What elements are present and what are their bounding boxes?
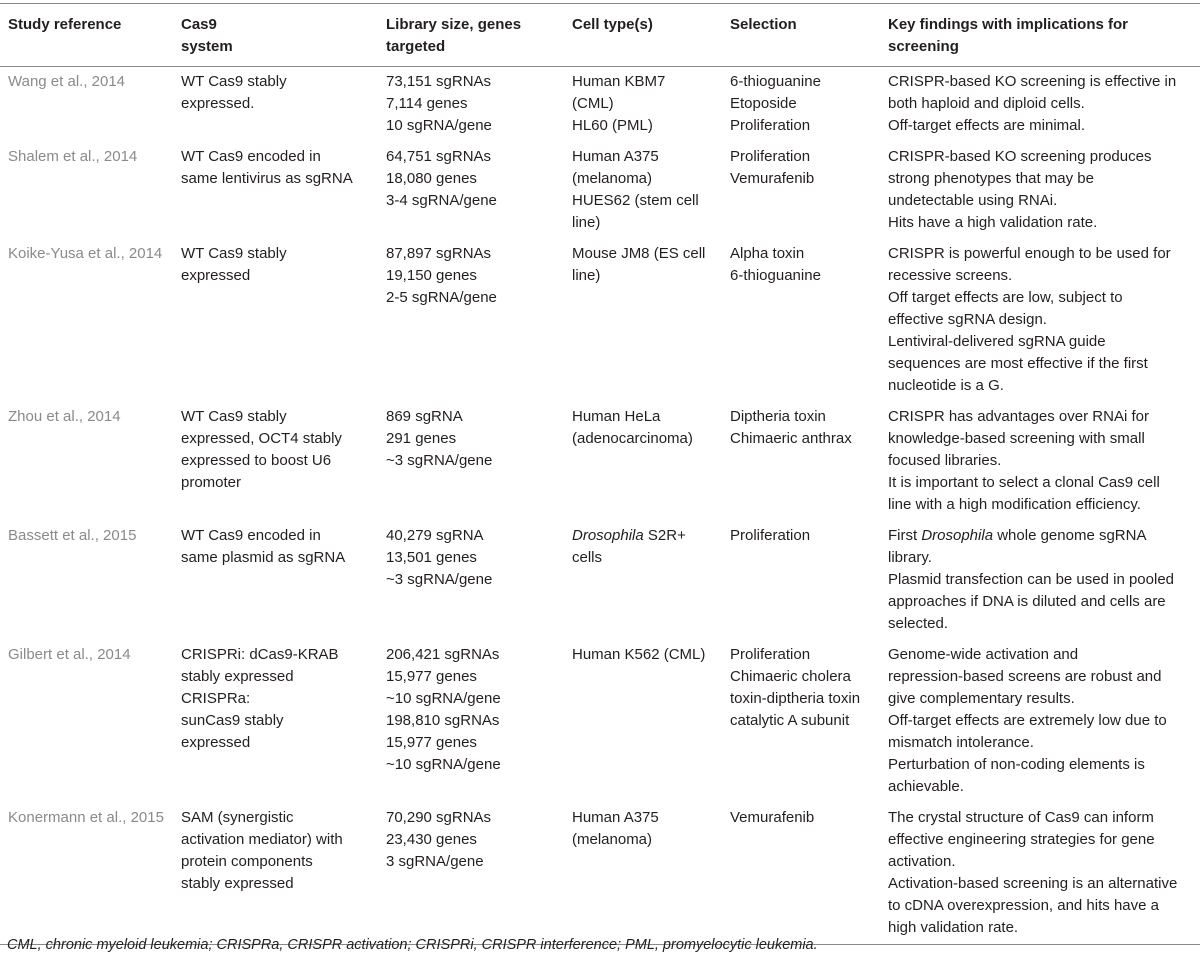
header-selection: Selection — [730, 16, 797, 33]
cell-types: Human K562 (CML) — [572, 646, 706, 663]
study-reference: Konermann et al., 2015 — [8, 809, 164, 826]
cas9-system: WT Cas9 stably expressed — [181, 245, 287, 284]
table-row — [0, 67, 1200, 143]
header-key-findings: Key findings with implications for screening — [888, 16, 1129, 55]
study-reference: Zhou et al., 2014 — [8, 408, 121, 425]
cell-types: Human KBM7 (CML) HL60 (PML) — [572, 73, 666, 134]
library-size: 64,751 sgRNAs 18,080 genes 3-4 sgRNA/gene — [386, 148, 497, 209]
library-size: 70,290 sgRNAs 23,430 genes 3 sgRNA/gene — [386, 809, 492, 870]
study-reference: Bassett et al., 2015 — [8, 527, 137, 544]
header-cell-types: Cell type(s) — [572, 16, 653, 33]
library-size: 206,421 sgRNAs 15,977 genes ~10 sgRNA/gene 198,810 sgRNAs 15,977 genes ~10 sgRNA/gene — [386, 646, 501, 773]
table-row — [0, 239, 1200, 402]
cell-types: Human HeLa (adenocarcinoma) — [572, 408, 693, 447]
cell-types: Drosophila S2R+ cells — [572, 527, 686, 566]
library-size: 869 sgRNA 291 genes ~3 sgRNA/gene — [386, 408, 493, 469]
cell-types: Human A375 (melanoma) — [572, 809, 659, 848]
key-findings: The crystal structure of Cas9 can inform effective engineering strategies for gene activation. Activation-based screening is an alternative to cDNA overexpression, and hits have a high validation rate. — [888, 809, 1178, 936]
table-row — [0, 142, 1200, 239]
table-row — [0, 402, 1200, 521]
study-reference: Gilbert et al., 2014 — [8, 646, 131, 663]
selection: Alpha toxin 6-thioguanine — [730, 245, 821, 284]
study-reference: Wang et al., 2014 — [8, 73, 126, 90]
study-reference: Shalem et al., 2014 — [8, 148, 138, 165]
study-table — [0, 3, 1200, 945]
library-size: 87,897 sgRNAs 19,150 genes 2-5 sgRNA/gene — [386, 245, 497, 306]
key-findings: CRISPR has advantages over RNAi for knowledge-based screening with small focused libraries. It is important to select a clonal Cas9 cell line with a high modification efficiency. — [888, 408, 1160, 513]
header-study-reference: Study reference — [8, 16, 122, 33]
key-findings: Genome-wide activation and repression-based screens are robust and give complementary results. Off-target effects are extremely low due to mismatch intolerance. Perturbation of non-coding elements is achievable. — [888, 646, 1167, 795]
table-row — [0, 521, 1200, 640]
key-findings: First Drosophila whole genome sgRNA library. Plasmid transfection can be used in pooled approaches if DNA is diluted and cells are selected. — [888, 527, 1175, 632]
table-footnote: CML, chronic myeloid leukemia; CRISPRa, CRISPR activation; CRISPRi, CRISPR interference; PML, promyelocytic leukemia. — [7, 937, 818, 953]
species-name: Drosophila — [921, 527, 994, 544]
species-name: Drosophila — [572, 527, 644, 544]
table-row — [0, 640, 1200, 803]
header-row — [0, 4, 1200, 67]
cas9-system: WT Cas9 encoded in same lentivirus as sgRNA — [181, 148, 353, 187]
cas9-system: WT Cas9 stably expressed. — [181, 73, 287, 112]
key-findings: CRISPR-based KO screening is effective in both haploid and diploid cells. Off-target effects are minimal. — [888, 73, 1177, 134]
key-findings: CRISPR-based KO screening produces strong phenotypes that may be undetectable using RNAi. Hits have a high validation rate. — [888, 148, 1152, 231]
selection: 6-thioguanine Etoposide Proliferation — [730, 73, 821, 134]
selection: Vemurafenib — [730, 809, 815, 826]
study-reference: Koike-Yusa et al., 2014 — [8, 245, 163, 262]
cas9-system: CRISPRi: dCas9-KRAB stably expressed CRISPRa: sunCas9 stably expressed — [181, 646, 339, 751]
cas9-system: SAM (synergistic activation mediator) with protein components stably expressed — [181, 809, 343, 892]
key-findings: CRISPR is powerful enough to be used for recessive screens. Off target effects are low, subject to effective sgRNA design. Lentiviral-delivered sgRNA guide sequences are most effective if the first nucleotide is a G. — [888, 245, 1171, 394]
selection: Proliferation Vemurafenib — [730, 148, 815, 187]
header-cas9-system: Cas9 system — [181, 16, 233, 55]
library-size: 73,151 sgRNAs 7,114 genes 10 sgRNA/gene — [386, 73, 492, 134]
header-library-size: Library size, genes targeted — [386, 16, 522, 55]
selection: Proliferation — [730, 527, 811, 544]
cell-types: Mouse JM8 (ES cell line) — [572, 245, 706, 284]
table-row — [0, 803, 1200, 945]
cell-types: Human A375 (melanoma) HUES62 (stem cell line) — [572, 148, 699, 231]
cas9-system: WT Cas9 stably expressed, OCT4 stably expressed to boost U6 promoter — [181, 408, 342, 491]
selection: Diptheria toxin Chimaeric anthrax — [730, 408, 852, 447]
cas9-system: WT Cas9 encoded in same plasmid as sgRNA — [181, 527, 346, 566]
selection: Proliferation Chimaeric cholera toxin-diptheria toxin catalytic A subunit — [730, 646, 861, 729]
library-size: 40,279 sgRNA 13,501 genes ~3 sgRNA/gene — [386, 527, 493, 588]
